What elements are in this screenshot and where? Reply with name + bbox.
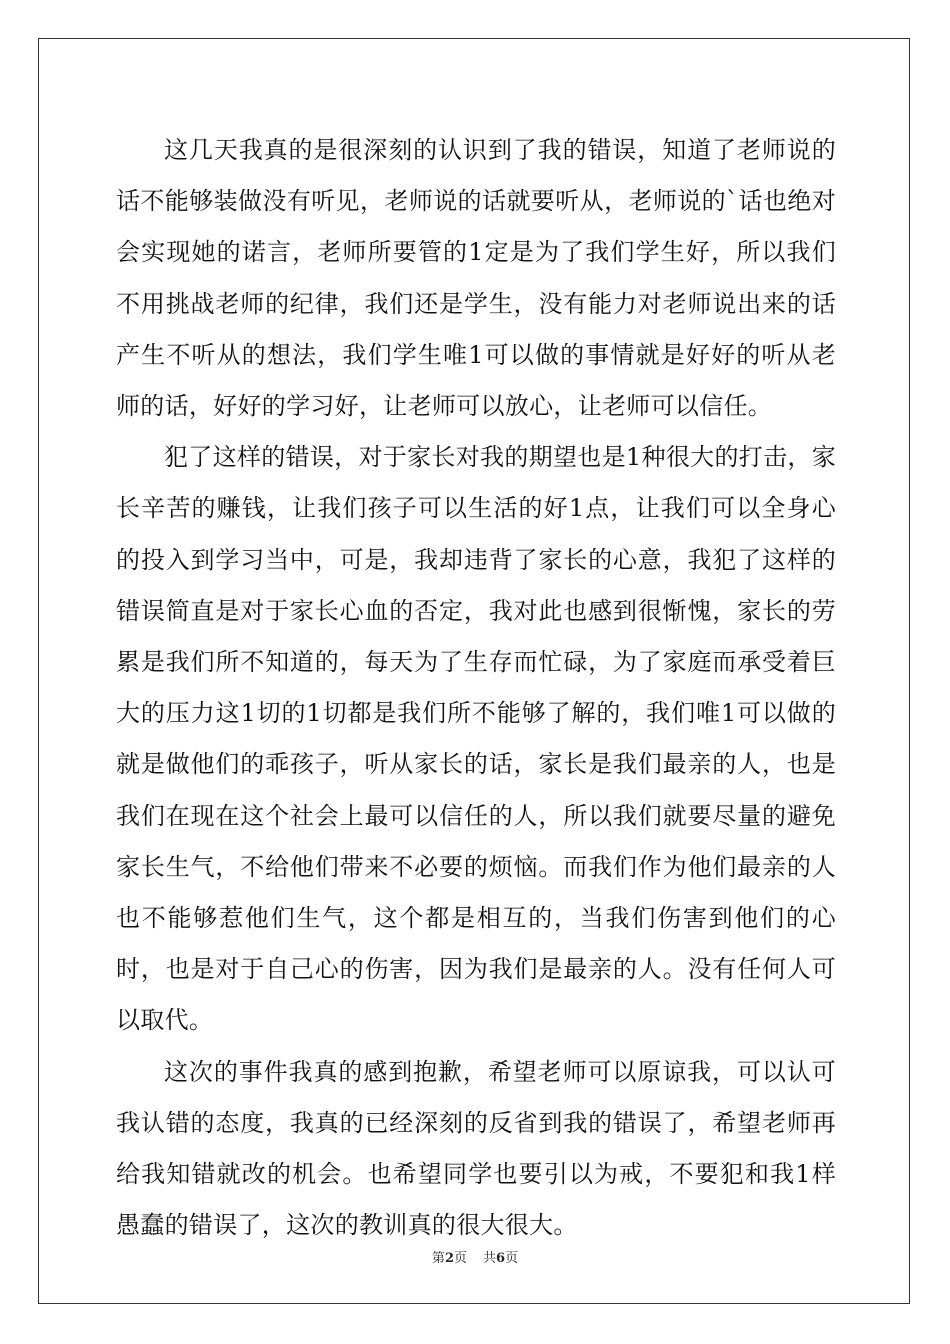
current-page-number: 2 bbox=[444, 1251, 454, 1266]
paragraph-1: 这几天我真的是很深刻的认识到了我的错误，知道了老师说的话不能够装做没有听见，老师说的话就要听从，老师说的`话也绝对会实现她的诺言，老师所要管的1定是为了我们学生好，所以我们不用挑战老师的纪律，我们还是学生，没有能力对老师说出来的话产生不听从的想法，我们学生唯1可以做的事情就是好好的听从老师的话，好好的学习好，让老师可以放心，让老师可以信任。 bbox=[116, 136, 836, 421]
page-number-label bbox=[432, 1251, 467, 1266]
page-suffix: 页 bbox=[453, 1251, 467, 1266]
total-prefix: 共 bbox=[483, 1251, 497, 1266]
total-page-number: 6 bbox=[496, 1251, 506, 1266]
paragraph-3: 这次的事件我真的感到抱歉，希望老师可以原谅我，可以认可我认错的态度，我真的已经深刻的反省到我的错误了，希望老师再给我知错就改的机会。也希望同学也要引以为戒，不要犯和我1样愚蠢的错误了，这次的教训真的很大很大。 bbox=[116, 1057, 836, 1240]
total-suffix: 页 bbox=[505, 1251, 519, 1266]
paragraph-2: 犯了这样的错误，对于家长对我的期望也是1种很大的打击，家长辛苦的赚钱，让我们孩子可以生活的好1点，让我们可以全身心的投入到学习当中，可是，我却违背了家长的心意，我犯了这样的错误简直是对于家长心血的否定，我对此也感到很惭愧，家长的劳累是我们所不知道的，每天为了生存而忙碌，为了家庭而承受着巨大的压力这1切的1切都是我们所不能够了解的，我们唯1可以做的就是做他们的乖孩子，听从家长的话，家长是我们最亲的人，也是我们在现在这个社会上最可以信任的人，所以我们就要尽量的避免家长生气，不给他们带来不必要的烦恼。而我们作为他们最亲的人也不能够惹他们生气，这个都是相互的，当我们伤害到他们的心时，也是对于自己心的伤害，因为我们是最亲的人。没有任何人可以取代。 bbox=[116, 443, 836, 1035]
page-prefix: 第 bbox=[431, 1251, 445, 1266]
page-footer bbox=[0, 1247, 950, 1266]
total-pages-label bbox=[483, 1251, 518, 1266]
document-body bbox=[116, 125, 836, 1251]
